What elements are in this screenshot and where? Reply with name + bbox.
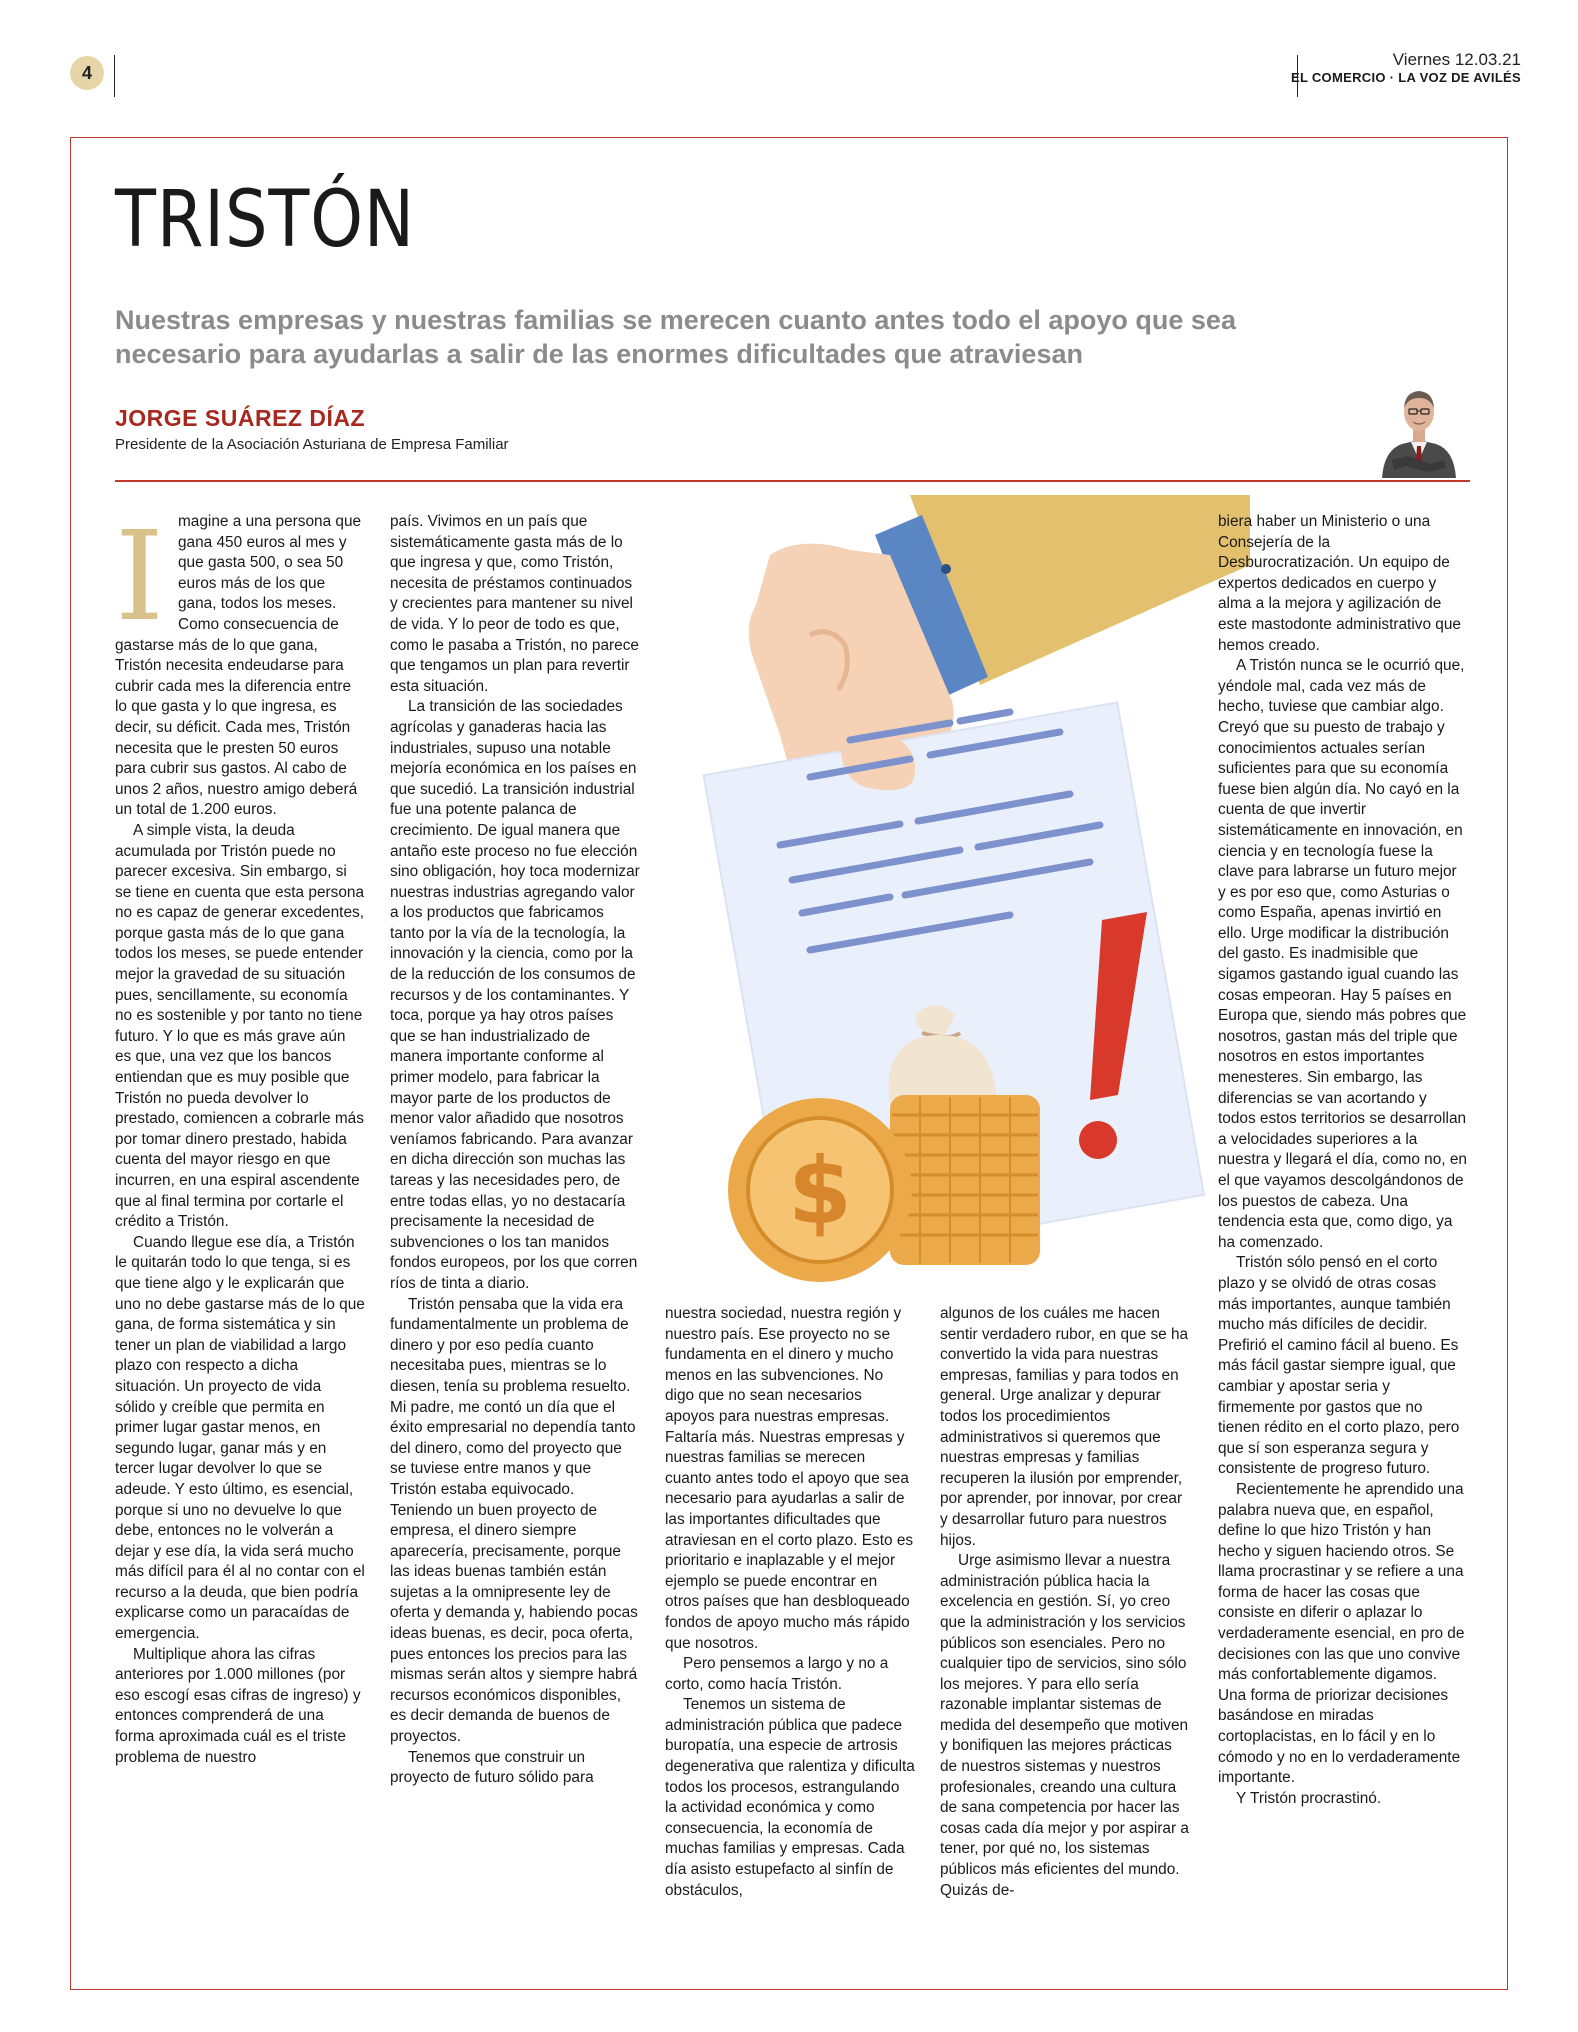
header-divider-left xyxy=(114,55,115,97)
article-paragraph: Multiplique ahora las cifras anteriores por 1.000 millones (por eso escogí esas cifras de ingreso) y entonces comprenderá de una forma aproximada cuál es el triste problema de nuestro xyxy=(115,1645,361,1766)
article-paragraph: Y Tristón procrastinó. xyxy=(1236,1789,1382,1807)
article-column-4 xyxy=(940,1304,1190,1901)
article-subtitle: Nuestras empresas y nuestras familias se merecen cuanto antes todo el apoyo que sea necesario para ayudarlas a salir de las enormes dificultades que atraviesan xyxy=(115,305,1236,369)
hand-holding-document-with-money-icon xyxy=(660,495,1250,1285)
article-paragraph: nuestra sociedad, nuestra región y nuestro país. Ese proyecto no se fundamenta en el dinero y mucho menos en las subvenciones. No digo que no sean necesarios apoyos para nuestras empresas. Faltaría más. Nuestras empresas y nuestras familias se merecen cuanto antes todo el apoyo que sea necesario para ayudarlas a salir de las importantes dificultades que atraviesan en el corto plazo. Esto es prioritario e inaplazable y el mejor ejemplo se puede encontrar en otros países que han desbloqueado fondos de apoyo mucho más rápido que nosotros. xyxy=(665,1305,914,1652)
page-number-badge xyxy=(70,56,104,90)
article-paragraph: biera haber un Ministerio o una Consejería de la Desburocratización. Un equipo de expertos dedicados en cuerpo y alma a la mejora y agilización de este mastodonte administrativo que hemos creado. xyxy=(1218,513,1461,654)
article-paragraph: Tristón pensaba que la vida era fundamentalmente un problema de dinero y por eso pedía cuanto necesitaba pues, mientras se lo diesen, tenía su problema resuelto. Mi padre, me contó un día que el éxito empresarial no dependía tanto del dinero, como del proyecto que se tuviese entre manos y que Tristón estaba equivocado. Teniendo un buen proyecto de empresa, el dinero siempre aparecería, precisamente, porque las ideas buenas también están sujetas a la omnipresente ley de oferta y demanda y, habiendo pocas ideas buenas, es decir, poca oferta, pues entonces los precios para las mismas serán altos y siempre habrá recursos económicos disponibles, es decir demanda de buenos de proyectos. xyxy=(390,1295,638,1746)
newspaper-name: EL COMERCIO · LA VOZ DE AVILÉS xyxy=(1290,70,1521,85)
issue-date: Viernes 12.03.21 xyxy=(1392,50,1521,69)
article-column-1 xyxy=(115,505,365,1768)
author-name: JORGE SUÁREZ DÍAZ xyxy=(115,405,366,431)
article-paragraph: Cuando llegue ese día, a Tristón le quitarán todo lo que tenga, si es que tiene algo y le explicarán que uno no debe gastarse más de lo que gana, de forma sistemática y sin tener un plan de viabilidad a largo plazo con respecto a dicha situación. Un proyecto de vida sólido y creíble que permita en primer lugar gastar menos, en segundo lugar, ganar más y en tercer lugar devolver lo que se adeude. Y esto último, es esencial, porque si uno no devuelve lo que debe, entonces no le volverán a dejar y ese día, la vida será mucho más difícil para él al no contar con el recurso a la deuda, que bien podría explicarse como un paracaídas de emergencia. xyxy=(115,1233,365,1643)
article-paragraph: algunos de los cuáles me hacen sentir verdadero rubor, en que se ha convertido la vida para nuestras empresas, familias y para todos en general. Urge analizar y depurar todos los procedimientos administrativos si queremos que nuestras empresas y familias recuperen la ilusión por emprender, por aprender, por innovar, por crear y desarrollar futuro para nuestros hijos. xyxy=(940,1305,1189,1549)
article-paragraph: A Tristón nunca se le ocurrió que, yéndole mal, cada vez más de hecho, tuviese que cambiar algo. Creyó que su puesto de trabajo y conocimientos actuales serían suficientes para que su economía fuese bien algún día. No cayó en la cuenta de que invertir sistemáticamente en innovación, en ciencia y en tecnología fuese la clave para labrarse un futuro mejor y es por eso que, como Asturias o como España, apenas invirtió en ello. Urge modificar la distribución del gasto. Es inadmisible que sigamos gastando igual cuando las cosas empeoran. Hay 5 países en Europa que, siendo más pobres que nosotros, gastan más del triple que nosotros en estos importantes menesteres. Sin embargo, las diferencias se van acortando y todos estos territorios se desarrollan a velocidades superiores a la nuestra y llegará el día, como no, en el que vayamos descolgándonos de los puestos de cabeza. Una tendencia esta que, como digo, ya ha comenzado. xyxy=(1218,657,1467,1251)
page-number: 4 xyxy=(81,62,92,83)
author-photo xyxy=(1378,376,1460,478)
article-paragraph: Tenemos que construir un proyecto de futuro sólido para xyxy=(390,1748,594,1787)
author-separator xyxy=(115,480,1470,482)
article-title: TRISTÓN xyxy=(115,175,415,265)
article-column-2 xyxy=(390,512,640,1789)
article-paragraph: La transición de las sociedades agrícolas y ganaderas hacia las industriales, supuso una notable mejoría económica en los países en que sucedió. La transición industrial fue una potente palanca de crecimiento. De igual manera que antaño este proceso no fue elección sino obligación, hoy toca modernizar nuestras industrias agregando valor a los productos que fabricamos tanto por la vía de la tecnología, la innovación y la ciencia, como por la de la reducción de los consumos de recursos y de los contaminantes. Y toca, porque ya hay otros países que se han industrializado de manera importante conforme al primer modelo, para fabricar la mayor parte de los productos de menor valor añadido que nosotros veníamos fabricando. Para avanzar en dicha dirección son muchas las tareas y las necesidades pero, de entre todas ellas, yo no destacaría precisamente la necesidad de subvenciones o los tan manidos fondos europeos, por los que corren ríos de tinta a diario. xyxy=(390,698,640,1292)
article-paragraph: Recientemente he aprendido una palabra nueva que, en español, define lo que hizo Tristón y han hecho y siguen haciendo otros. Se llama procrastinar y se refiere a una forma de hacer las cosas que consiste en diferir o aplazar lo verdaderamente esencial, en pro de decisiones con las que uno convive más confortablemente digamos. Una forma de priorizar decisiones basándose en miradas cortoplacistas, en lo fácil y en lo cómodo y no en lo verdaderamente importante. xyxy=(1218,1480,1465,1787)
article-paragraph: Urge asimismo llevar a nuestra administración pública hacia la excelencia en gestión. Sí, yo creo que la administración y los servicios públicos son esenciales. Pero no cualquier tipo de servicios, sino sólo los mejores. Y para ello sería razonable implantar sistemas de medida del desempeño que motiven y bonifiquen las mejores prácticas de nuestros sistemas y nuestros profesionales, creando una cultura de sana competencia por hacer las cosas cada día mejor y por aspirar a tener, por qué no, los sistemas públicos más eficientes del mundo. Quizás de- xyxy=(940,1552,1189,1899)
article-column-5 xyxy=(1218,512,1468,1809)
article-paragraph: Pero pensemos a largo y no a corto, como hacía Tristón. xyxy=(665,1655,889,1693)
article-column-3 xyxy=(665,1304,915,1901)
article-paragraph: país. Vivimos en un país que sistemáticamente gasta más de lo que ingresa y que, como Tristón, necesita de préstamos continuados y crecientes para mantener su nivel de vida. Y lo peor de todo es que, como le pasaba a Tristón, no parece que tengamos un plan para revertir esta situación. xyxy=(390,513,639,695)
article-paragraph: A simple vista, la deuda acumulada por Tristón puede no parecer excesiva. Sin embargo, si se tiene en cuenta que esta persona no es capaz de generar excedentes, porque gasta más de lo que gana todos los meses, se puede entender mejor la gravedad de su situación pues, sencillamente, su economía no es sostenible y por tanto no tiene futuro. Y lo que es más grave aún es que, una vez que los bancos entiendan que es muy posible que Tristón no pueda devolver lo prestado, comiencen a cobrarle más por tomar dinero prestado, habida cuenta del mayor riesgo en que incurren, en una espiral ascendente que al final termina por cortarle el crédito a Tristón. xyxy=(115,821,365,1231)
article-paragraph: Tristón sólo pensó en el corto plazo y se olvidó de otras cosas más importantes, aunque también mucho más difíciles de decidir. Prefirió el camino fácil al bueno. Es más fácil gastar siempre igual, que cambiar y apostar seria y firmemente por gastos que no tienen rédito en el corto plazo, pero que sí son esperanza segura y consistente de progreso futuro. xyxy=(1218,1254,1460,1478)
article-paragraph: Tenemos un sistema de administración pública que padece buropatía, una especie de artrosis degenerativa que ralentiza y dificulta todos los procesos, estrangulando la actividad económica y como consecuencia, la economía de muchas familias y empresas. Cada día asisto estupefacto al sinfín de obstáculos, xyxy=(665,1696,915,1899)
drop-cap: I xyxy=(115,505,164,649)
coin-symbol: $ xyxy=(787,1138,853,1245)
author-role: Presidente de la Asociación Asturiana de Empresa Familiar xyxy=(115,436,509,453)
article-paragraph: magine a una persona que gana 450 euros al mes y que gasta 500, o sea 50 euros más de los que gana, todos los meses. Como consecuencia de gastarse más de lo que gana, Tristón necesita endeudarse para cubrir cada mes la diferencia entre lo que gasta y lo que ingresa, es decir, su déficit. Cada mes, Tristón necesita que le presten 50 euros para cubrir sus gastos. Al cabo de unos 2 años, nuestro amigo deberá un total de 1.200 euros. xyxy=(115,513,362,819)
